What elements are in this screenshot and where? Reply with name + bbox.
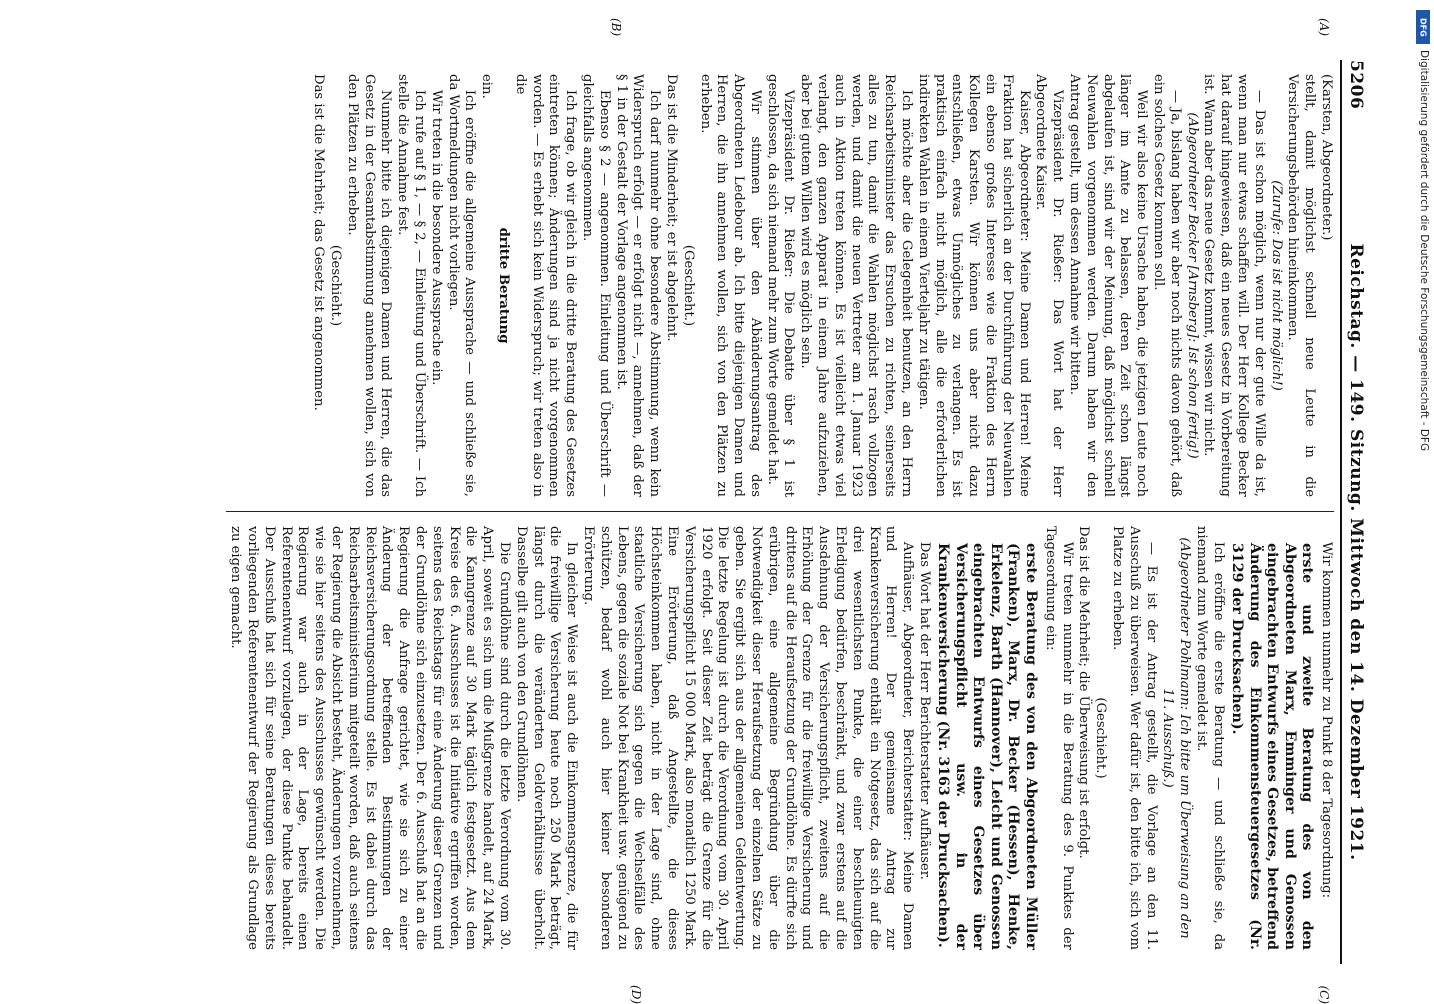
paragraph: Das ist die Minderheit; er ist abgelehnt. bbox=[663, 74, 679, 342]
paragraph: Ich eröffne die erste Beratung — und schließe sie, da niemand zum Worte gemeldet ist. bbox=[1193, 526, 1226, 950]
page-header bbox=[1340, 60, 1366, 964]
paragraph: Das Wort hat der Herr Berichterstatter Aufhäuser. bbox=[916, 541, 932, 880]
paragraph: (Geschieht.) bbox=[680, 244, 696, 327]
margin-marker-c: (C) bbox=[1317, 985, 1331, 1004]
margin-marker-a: (A) bbox=[1317, 18, 1331, 37]
paragraph: ein. bbox=[479, 74, 495, 99]
paragraph: — Das ist schon möglich, wenn nur der gute Wille da ist, wenn man nur etwas schaffen will. Der Herr Kollege Becker hat darauf hingewiesen, daß ein neues Gesetz in Vorbereitung ist. Wann aber das neue Gesetz kommt, wissen wir nicht. bbox=[1201, 74, 1267, 497]
margin-marker-b: (B) bbox=[609, 18, 623, 37]
right-column bbox=[226, 512, 1334, 1004]
paragraph: dritte Beratung bbox=[495, 227, 511, 344]
paragraph: Wir stimmen über den Abänderungsantrag des Abgeordneten Ledebour ab. Ich bitte diejenigen Damen und Herren, die ihn annehmen wollen, sich von den Plätzen zu erheben. bbox=[697, 74, 763, 497]
margin-marker-d: (D) bbox=[629, 985, 643, 1004]
paragraph: In gleicher Weise ist auch die Einkommensgrenze, die für die freiwillige Versicherung heute noch 250 Mark beträgt, längst durch die veränderten Geldverhältnisse überholt. Dasselbe gilt auch von den Grundlöhnen. bbox=[513, 526, 580, 950]
paragraph: Ich frage, ob wir gleich in die dritte Beratung des Gesetzes eintreten können; Änderungen sind ja nicht vorgenommen worden. — Es erhebt sich kein Widerspruch; wir treten also in die bbox=[512, 74, 579, 497]
paragraph: Kaiser, Abgeordneter: Meine Damen und Herren! Meine Fraktion hat sicherlich an der Durchführung der Neuwahlen ein ebenso großes Interesse wie die Fraktion des Herrn Kollegen Karsten. Wir können uns aber nicht dazu entschließen, etwas Unmögliches zu verlangen. Es ist praktisch einfach nicht möglich, alle die erforderlichen indirekten Wahlen in einem Vierteljahr zu tätigen. bbox=[915, 74, 1032, 497]
paragraph: Weil wir also keine Ursache haben, die jetzigen Leute noch länger im Amte zu belassen, deren Zeit schon längst abgelaufen ist, sind wir der Meinung, daß möglichst schnell Neuwahlen vorgenommen werden. Darum haben wir den Antrag gestellt, um dessen Annahme wir bitten. bbox=[1067, 74, 1150, 497]
text-columns bbox=[226, 18, 1334, 1004]
paragraph: (Zurufe: Das ist nicht möglich!) bbox=[1268, 180, 1284, 391]
page-number: 5206 bbox=[1346, 60, 1366, 110]
paragraph: erste Beratung des von den Abgeordneten Müller (Franken), Marx, Dr. Becker (Hessen), Henke, Erkelenz, Barth (Hannover), Leicht und Genossen eingebrachten Entwurfs eines Gesetzes über Versicherungspflicht usw. in der Krankenversicherung (Nr. 3163 der Drucksachen). bbox=[935, 543, 1039, 950]
paragraph: Ich eröffne die allgemeine Aussprache — und schließe sie, da Wortmeldungen nicht vorliegen. bbox=[445, 74, 478, 497]
dfg-logo-icon: DFG bbox=[1416, 10, 1430, 44]
paragraph: — Es ist der Antrag gestellt, die Vorlage an den 11. Ausschuß zu überweisen. Wer dafür ist, den bitte ich, sich vom Platze zu erheben. bbox=[1109, 526, 1159, 950]
paragraph: Das ist die Mehrheit; das Gesetz ist angenommen. bbox=[311, 74, 327, 411]
paragraph: Aufhäuser, Abgeordneter, Berichterstatter: Meine Damen und Herren! Der gemeinsame Antrag zur Krankenversicherung enthält ein Notgesetz, das sich auf die drei wesentlichsten Punkte, die einer beschleunigten Erledigung bedürfen, beschränkt, und zwar erstens auf die Ausdehnung der Versicherungspflicht, zweitens auf die Erhöhung der Grenze für die freiwillige Versicherung und drittens auf die Heraufsetzung der Grundlöhne. Es dürfte sich erübrigen, eine allgemeine Begründung über die Notwendigkeit dieser Heraufsetzung der einzelnen Sätze zu geben. Sie ergibt sich aus der allgemeinen Geldentwertung. Die letzte Regelung ist durch die Verordnung vom 30. April 1920 erfolgt. Seit dieser Zeit beträgt die Grenze für die Versicherungspflicht 15 000 Mark, also monatlich 1250 Mark. Eine Erörterung, daß Angestellte, die dieses Höchsteinkommen haben, nicht in der Lage sind, ohne staatliche Versicherung sich gegen die Wechselfälle des Lebens, gegen die soziale Not bei Krankheit usw. genügend zu schützen, bedarf wohl auch hier keiner besonderen Erörterung. bbox=[581, 526, 916, 950]
paragraph: Das ist die Mehrheit; die Überweisung ist erfolgt. bbox=[1076, 526, 1092, 859]
paragraph: (Abgeordneter Becker [Arnsberg]: Ist schon fertig!) bbox=[1184, 112, 1200, 459]
paragraph: Nunmehr bitte ich diejenigen Damen und Herren, die das Gesetz in der Gesamtabstimmung annehmen wollen, sich von den Plätzen zu erheben. bbox=[344, 74, 394, 497]
paragraph: Ich rufe auf § 1, — § 2, — Einleitung und Überschrift. — Ich stelle die Annahme fest. bbox=[395, 74, 427, 497]
paragraph: Wir treten nunmehr in die Beratung des 9. Punktes der Tagesordnung ein: bbox=[1042, 526, 1075, 950]
page-title: Reichstag. — 149. Sitzung. Mittwoch den 14. Dezember 1921. bbox=[1346, 243, 1366, 861]
paragraph: Ich darf nunmehr ohne besondere Abstimmung, wenn kein Widerspruch erfolgt — er erfolgt nicht —, annehmen, daß der § 1 in der Gestalt der Vorlage angenommen ist. bbox=[613, 74, 663, 497]
paragraph: (Geschieht.) bbox=[327, 244, 343, 327]
paragraph: Vizepräsident Dr. Rießer: Die Debatte über § 1 ist geschlossen, da sich niemand mehr zum Worte gemeldet hat. bbox=[764, 74, 797, 497]
left-column bbox=[226, 18, 1334, 512]
digitization-credit bbox=[1416, 10, 1432, 910]
paragraph: Vizepräsident Dr. Rießer: Das Wort hat der Herr Abgeordnete Kaiser. bbox=[1033, 74, 1066, 497]
paragraph: (Karsten, Abgeordneter.) bbox=[1319, 74, 1334, 241]
paragraph: Wir kommen nunmehr zu Punkt 8 der Tagesordnung: bbox=[1319, 541, 1334, 899]
paragraph: Ich möchte aber die Gelegenheit benutzen, an den Herrn Reichsarbeitsminister das Ersuchen zu richten, seinerseits alles zu tun, damit die Wahlen möglichst rasch vollzogen werden, und damit die neuen Vertreter am 1. Januar 1923 auch in Aktion treten können. Es ist vielleicht etwas viel verlangt, den ganzen Apparat in einem Jahre aufzuziehen, aber bei gutem Willen wird es möglich sein. bbox=[798, 74, 915, 497]
paragraph: stellt, damit möglichst schnell neue Leute in die Versicherungsbehörden hineinkommen. bbox=[1285, 74, 1318, 497]
paragraph: erste und zweite Beratung des von den Abgeordneten Marx, Emminger und Genossen eingebrachten Entwurfs eines Gesetzes, betreffend Änderung des Einkommensteuergesetzes (Nr. 3129 der Drucksachen). bbox=[1229, 543, 1316, 950]
paragraph: (Abgeordneter Pohlmann: Ich bitte um Überweisung an den 11. Ausschuß.) bbox=[1160, 537, 1193, 939]
paragraph: — Ja, bislang haben wir aber noch nichts davon gehört, daß ein solches Gesetz kommen soll. bbox=[1151, 74, 1183, 497]
credit-text: Digitalisierung gefördert durch die Deutsche Forschungsgemeinschaft - DFG bbox=[1418, 50, 1430, 452]
paragraph: (Geschieht.) bbox=[1093, 697, 1109, 779]
paragraph: Wir treten in die besondere Aussprache ein. bbox=[428, 89, 444, 386]
paragraph: Die Grundlöhne sind durch die letzte Verordnung vom 30. April, soweit es sich um die Mußgrenze handelt, auf 24 Mark, die Kanngrenze auf 30 Mark täglich festgesetzt. Aus dem Kreise des 6. Ausschusses ist die Initiative ergriffen worden, seitens des Reichstags für eine Änderung dieser Grenzen und der Grundlöhne sich einzusetzen. Der 6. Ausschuß hat an die Regierung die Anfrage gerichtet, wie sie sich zu einer Änderung der betreffenden Bestimmungen der Reichsversicherungsordnung stelle. Es ist dabei durch das Reichsarbeitsministerium mitgeteilt worden, daß auch seitens der Regierung die Absicht besteht, Änderungen vorzunehmen, wie sie hier seitens des Ausschusses gewünscht werden. Die Regierung war auch in der Lage, bereits einen Referentenentwurf vorzulegen, der diese Punkte behandelt. Der Ausschuß hat sich für seine Beratungen dieses bereits vorliegenden Referentenentwurf der Regierung als Grundlage zu eigen gemacht. bbox=[228, 526, 513, 950]
paragraph: Ebenso § 2 — angenommen. Einleitung und Überschrift — gleichfalls angenommen. bbox=[579, 74, 612, 497]
